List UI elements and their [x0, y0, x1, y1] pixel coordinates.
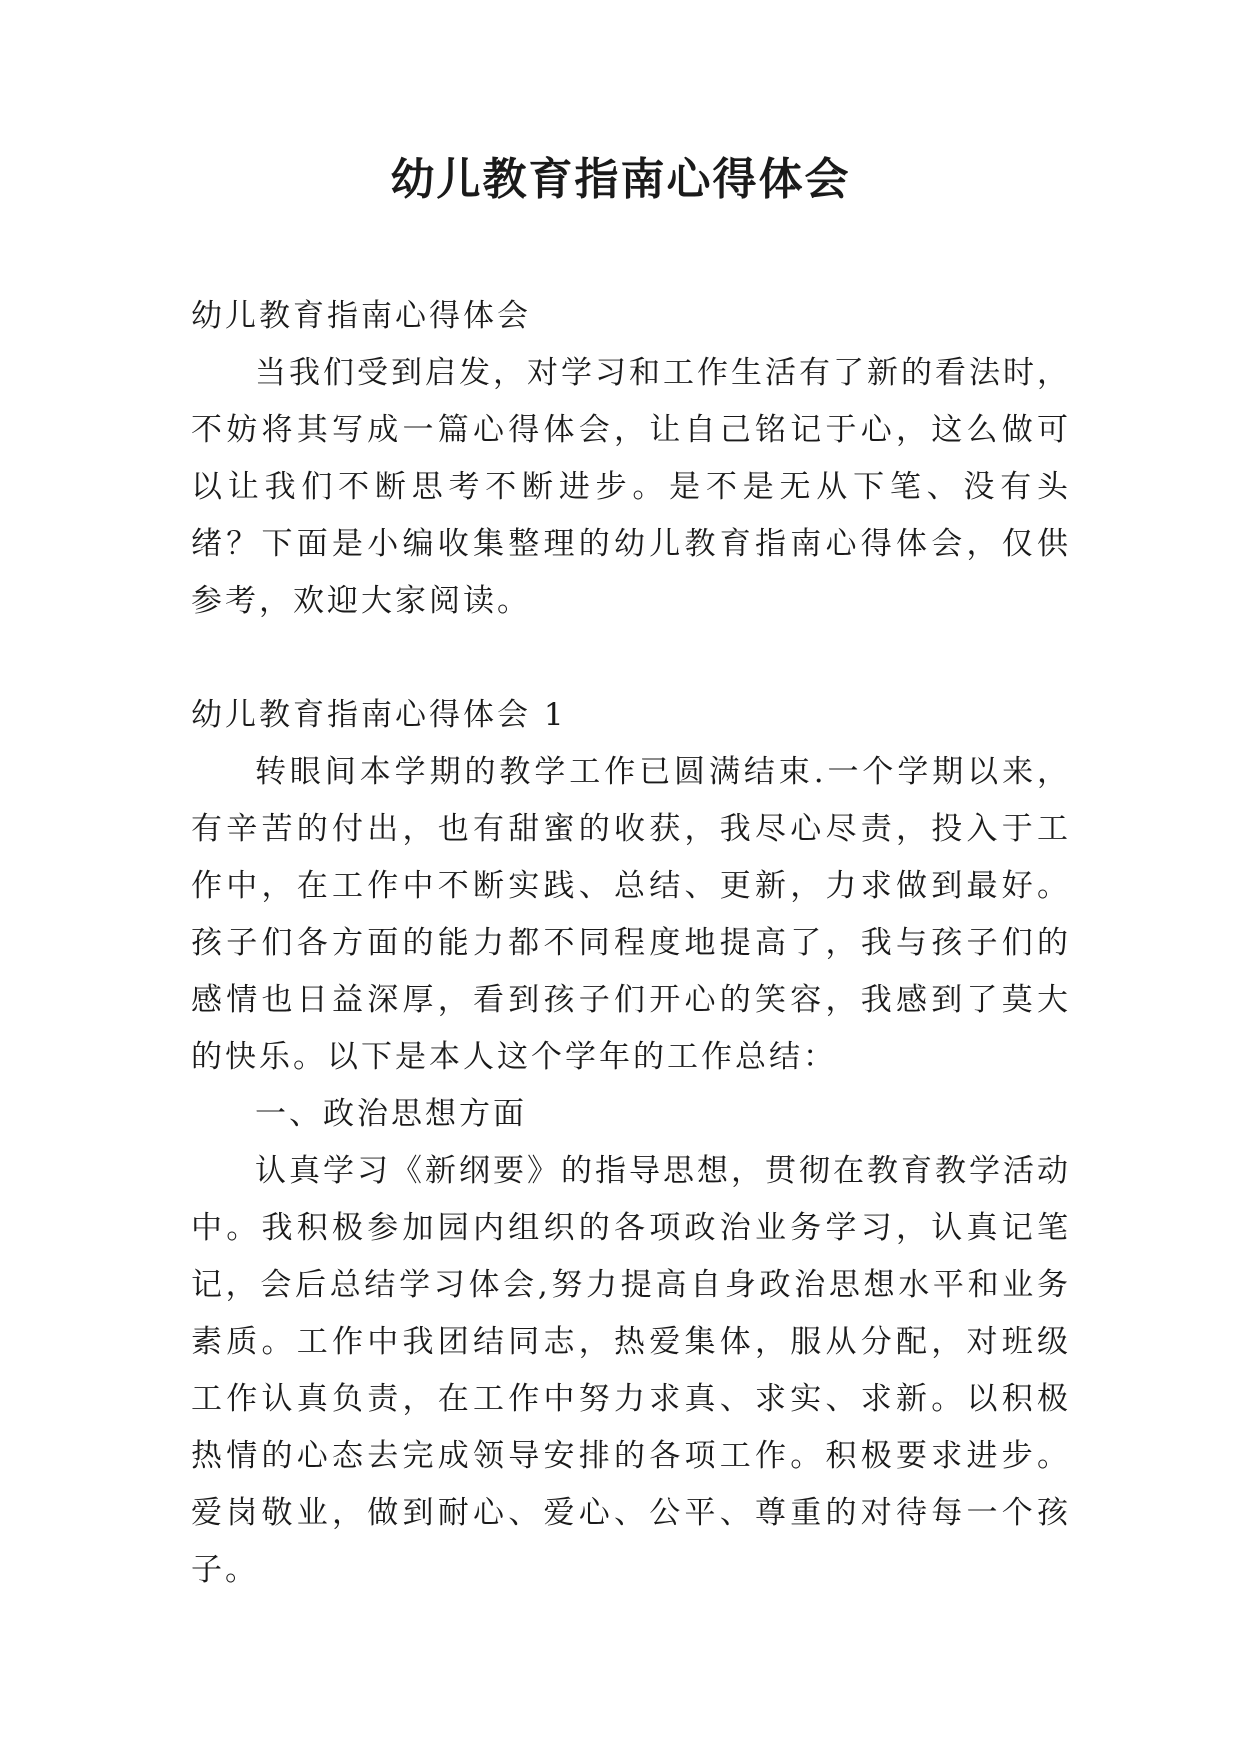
intro-paragraph: 当我们受到启发，对学习和工作生活有了新的看法时，不妨将其写成一篇心得体会，让自己铭记于心，这么做可以让我们不断思考不断进步。是不是无从下笔、没有头绪？下面是小编收集整理的幼儿教育指南心得体会，仅供参考，欢迎大家阅读。	[191, 355, 1071, 619]
intro-heading: 幼儿教育指南心得体会	[191, 298, 531, 334]
section-1-paragraph: 转眼间本学期的教学工作已圆满结束.一个学期以来，有辛苦的付出，也有甜蜜的收获，我尽心尽责，投入于工作中，在工作中不断实践、总结、更新，力求做到最好。孩子们各方面的能力都不同程度地提高了，我与孩子们的感情也日益深厚，看到孩子们开心的笑容，我感到了莫大的快乐。以下是本人这个学年的工作总结：	[191, 754, 1071, 1075]
document-body	[191, 288, 1071, 1599]
paragraph-spacer	[191, 630, 1071, 687]
politics-paragraph: 认真学习《新纲要》的指导思想，贯彻在教育教学活动中。我积极参加园内组织的各项政治业务学习，认真记笔记，会后总结学习体会,努力提高自身政治思想水平和业务素质。工作中我团结同志，热爱集体，服从分配，对班级工作认真负责，在工作中努力求真、求实、求新。以积极热情的心态去完成领导安排的各项工作。积极要求进步。爱岗敬业，做到耐心、爱心、公平、尊重的对待每一个孩子。	[191, 1153, 1071, 1588]
section-1-heading: 幼儿教育指南心得体会 1	[191, 697, 567, 733]
politics-subheading: 一、政治思想方面	[255, 1096, 527, 1132]
document-title: 幼儿教育指南心得体会	[390, 154, 851, 205]
